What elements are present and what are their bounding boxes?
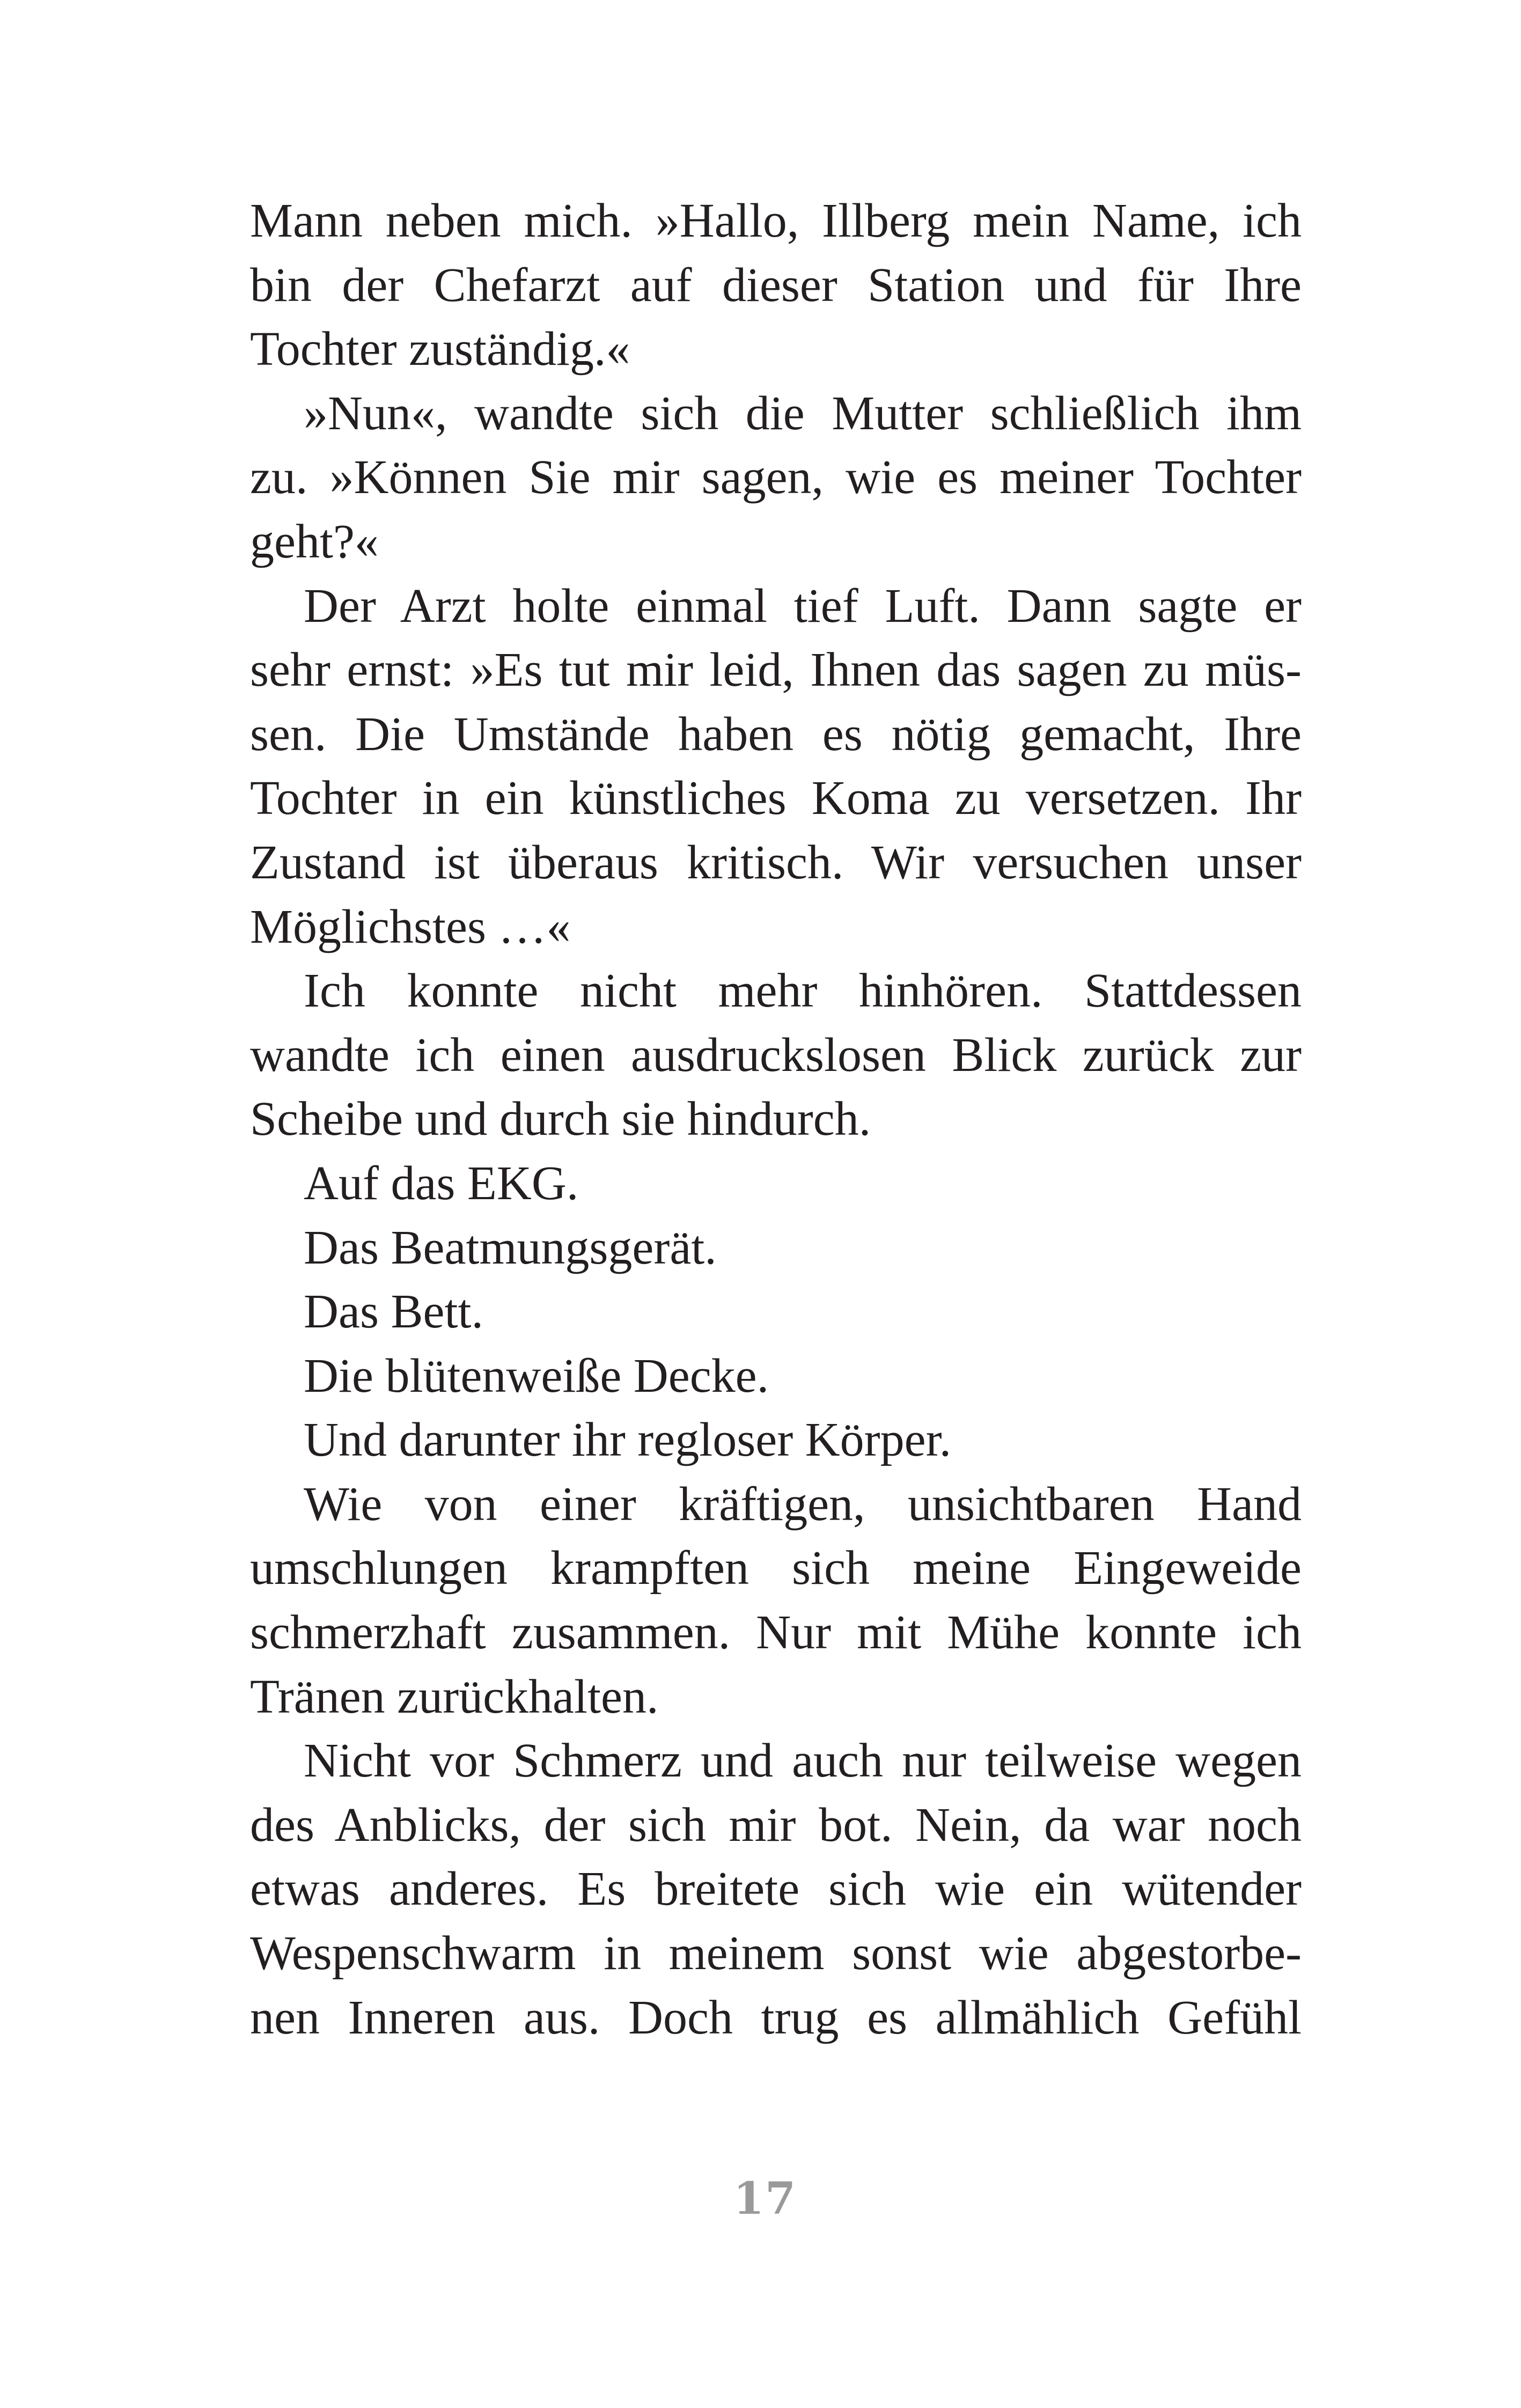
text-line: Wespenschwarm in meinem sonst wie abgestorbe- [250,1927,1302,1980]
text-line: nen Inneren aus. Doch trug es allmählich Gefühl [250,1991,1302,2044]
text-line: des Anblicks, der sich mir bot. Nein, da war noch [250,1798,1302,1852]
text-line: Tränen zurückhalten. [250,1670,659,1723]
text-line: sen. Die Umstände haben es nötig gemacht, Ihre [250,707,1302,761]
text-line: »Nun«, wandte sich die Mutter schließlich ihm [304,386,1302,440]
text-line: geht?« [250,515,379,568]
text-line: Scheibe und durch sie hindurch. [250,1092,871,1146]
page-number: 17 [733,2173,797,2225]
text-line: Ich konnte nicht mehr hinhören. Stattdessen [304,964,1302,1018]
text-line: Das Bett. [304,1285,483,1339]
text-line: wandte ich einen ausdruckslosen Blick zurück zur [250,1028,1302,1082]
text-line: Tochter in ein künstliches Koma zu versetzen. Ihr [250,772,1302,825]
text-line: Tochter zuständig.« [250,322,630,376]
text-line: Und darunter ihr regloser Körper. [304,1413,952,1467]
text-line: Wie von einer kräftigen, unsichtbaren Hand [304,1477,1302,1531]
text-line: etwas anderes. Es breitete sich wie ein wütender [250,1862,1302,1916]
text-line: bin der Chefarzt auf dieser Station und für Ihre [250,258,1302,312]
text-line: Der Arzt holte einmal tief Luft. Dann sagte er [304,579,1302,633]
text-line: Mann neben mich. »Hallo, Illberg mein Name, ich [250,194,1302,247]
body-text [250,189,1302,2050]
text-line: Die blütenweiße Decke. [304,1349,769,1403]
text-line: Möglichstes …« [250,900,571,953]
text-line: sehr ernst: »Es tut mir leid, Ihnen das sagen zu müs- [250,643,1302,697]
text-line: Zustand ist überaus kritisch. Wir versuchen unser [250,835,1302,889]
text-line: Das Beatmungsgerät. [304,1221,717,1274]
text-line: Auf das EKG. [304,1156,579,1210]
text-line: zu. »Können Sie mir sagen, wie es meiner Tochter [250,451,1302,504]
text-line: schmerzhaft zusammen. Nur mit Mühe konnte ich [250,1606,1302,1660]
text-line: Nicht vor Schmerz und auch nur teilweise wegen [304,1734,1302,1788]
text-line: umschlungen krampften sich meine Eingeweide [250,1541,1302,1595]
